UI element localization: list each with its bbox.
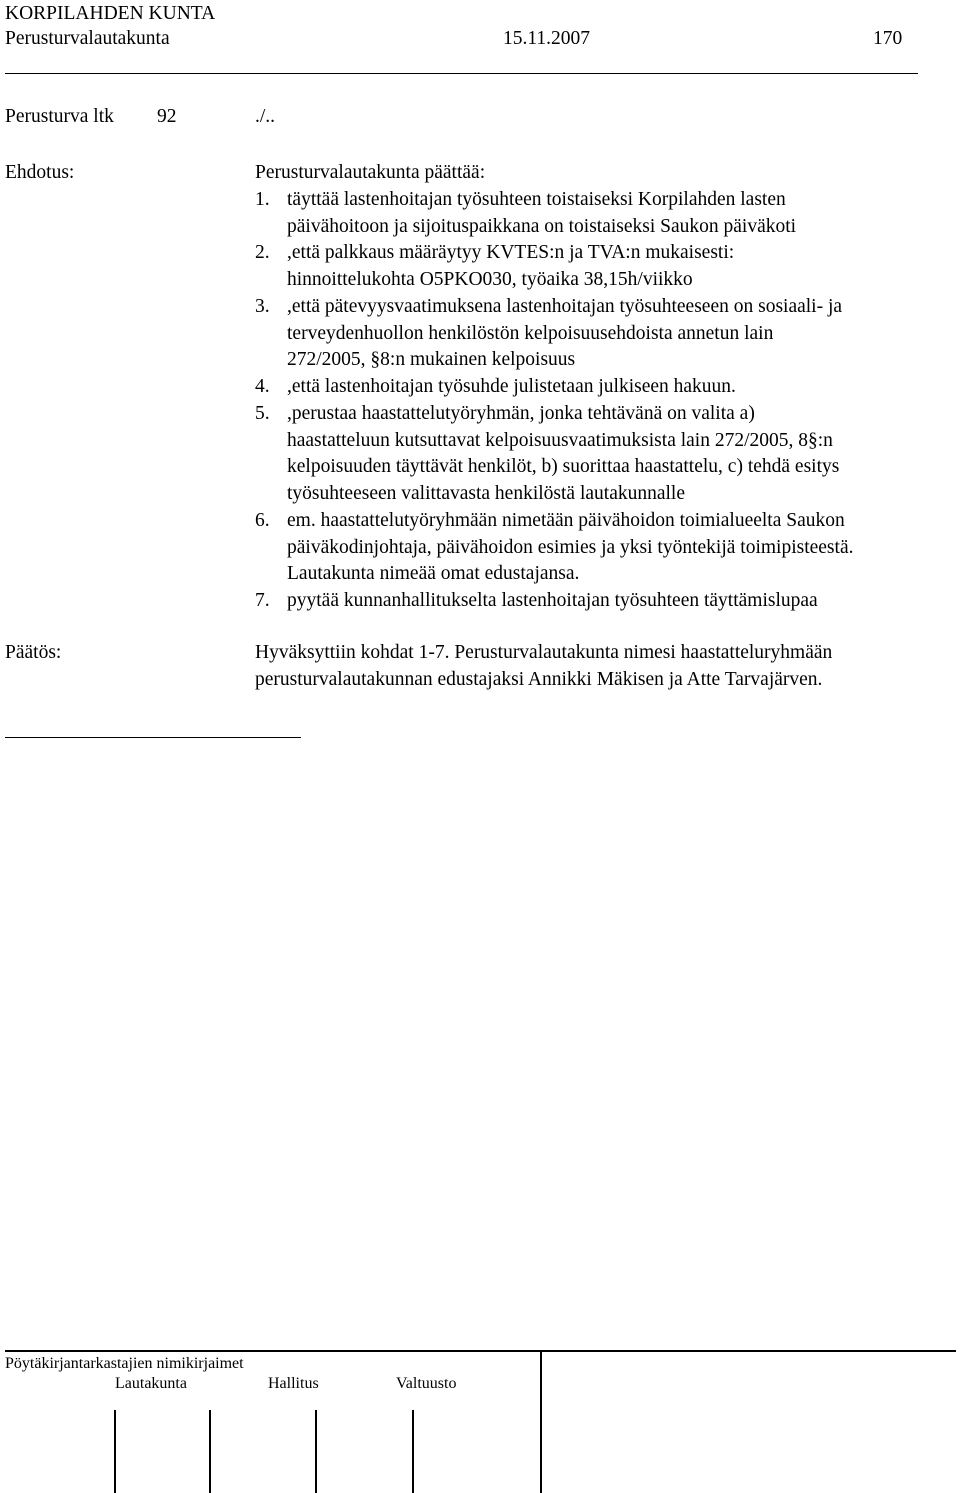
column-hallitus: Hallitus [268, 1375, 319, 1392]
org-name: KORPILAHDEN KUNTA [5, 3, 216, 24]
item-line: päiväkodinjohtaja, päivähoidon esimies ja yksi työntekijä toimipisteestä. [287, 537, 854, 558]
item-line: ,perustaa haastattelutyöryhmän, jonka tehtävänä on valita a) [287, 403, 755, 424]
signature-line [114, 1410, 116, 1493]
column-valtuusto: Valtuusto [396, 1375, 457, 1392]
signature-line [412, 1410, 414, 1493]
decision-label: Päätös: [5, 642, 62, 663]
item-line: ,että lastenhoitajan työsuhde julistetaan julkiseen hakuun. [287, 376, 736, 397]
item-number: 4. [255, 376, 270, 397]
item-number: 6. [255, 510, 270, 531]
item-number: 1. [255, 189, 270, 210]
meeting-date: 15.11.2007 [503, 28, 591, 49]
item-line: ,että palkkaus määräytyy KVTES:n ja TVA:n mukaisesti: [287, 242, 735, 263]
item-number: 5. [255, 403, 270, 424]
proposal-intro: Perusturvalautakunta päättää: [255, 162, 486, 183]
signature-line [209, 1410, 211, 1493]
item-line: Lautakunta nimeää omat edustajansa. [287, 563, 580, 584]
column-lautakunta: Lautakunta [115, 1375, 187, 1392]
item-line: ,että pätevyysvaatimuksena lastenhoitajan työsuhteeseen on sosiaali- ja [287, 296, 843, 317]
item-line: päivähoitoon ja sijoituspaikkana on toistaiseksi Saukon päiväkoti [287, 216, 797, 237]
section-ref: Perusturva ltk [5, 106, 114, 127]
item-line: terveydenhuollon henkilöstön kelpoisuusehdoista annetun lain [287, 323, 774, 344]
footer-divider-main [540, 1350, 542, 1493]
item-line: em. haastattelutyöryhmään nimetään päivähoidon toimialueelta Saukon [287, 510, 845, 531]
item-line: pyytää kunnanhallitukselta lastenhoitajan työsuhteen täyttämislupaa [287, 590, 818, 611]
item-line: haastatteluun kutsuttavat kelpoisuusvaatimuksista lain 272/2005, 8§:n [287, 430, 833, 451]
proposal-label: Ehdotus: [5, 162, 75, 183]
item-line: täyttää lastenhoitajan työsuhteen toistaiseksi Korpilahden lasten [287, 189, 786, 210]
board-name: Perusturvalautakunta [5, 28, 170, 49]
item-number: 7. [255, 590, 270, 611]
item-number: 2. [255, 242, 270, 263]
section-number: 92 [157, 106, 177, 127]
signature-line [315, 1410, 317, 1493]
footer-top-rule [5, 1350, 956, 1352]
item-line: 272/2005, §8:n mukainen kelpoisuus [287, 349, 576, 370]
end-divider [5, 737, 301, 738]
item-number: 3. [255, 296, 270, 317]
item-line: työsuhteeseen valittavasta henkilöstä lautakunnalle [287, 483, 685, 504]
header-divider [5, 73, 918, 74]
continuation-mark: ./.. [255, 106, 276, 127]
item-line: kelpoisuuden täyttävät henkilöt, b) suorittaa haastattelu, c) tehdä esitys [287, 456, 840, 477]
decision-line: Hyväksyttiin kohdat 1-7. Perusturvalautakunta nimesi haastatteluryhmään [255, 642, 833, 663]
page-number: 170 [873, 28, 903, 49]
signatures-label: Pöytäkirjantarkastajien nimikirjaimet [5, 1355, 244, 1372]
decision-line: perusturvalautakunnan edustajaksi Annikki Mäkisen ja Atte Tarvajärven. [255, 669, 823, 690]
item-line: hinnoittelukohta O5PKO030, työaika 38,15h/viikko [287, 269, 693, 290]
